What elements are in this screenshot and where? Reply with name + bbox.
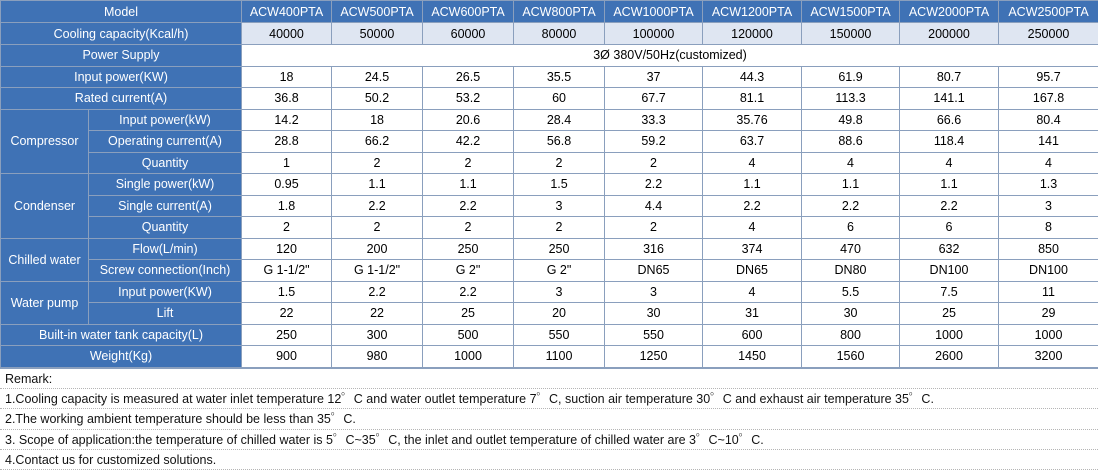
- table-cell: 1: [242, 152, 332, 174]
- table-cell: 33.3: [605, 109, 703, 131]
- table-cell: 1.8: [242, 195, 332, 217]
- table-cell: G 1-1/2": [242, 260, 332, 282]
- table-cell: 470: [802, 238, 900, 260]
- capacity-cell: 100000: [605, 23, 703, 45]
- model-cell: ACW400PTA: [242, 1, 332, 23]
- table-cell: 850: [999, 238, 1098, 260]
- table-cell: 61.9: [802, 66, 900, 88]
- table-cell: 7.5: [900, 281, 999, 303]
- table-cell: 1450: [703, 346, 802, 368]
- capacity-cell: 200000: [900, 23, 999, 45]
- row-label: Input power(KW): [89, 281, 242, 303]
- rated-current-row: [1, 88, 1098, 110]
- table-cell: 8: [999, 217, 1098, 239]
- water-tank-row: [1, 324, 1098, 346]
- table-cell: 11: [999, 281, 1098, 303]
- table-cell: 66.2: [332, 131, 423, 153]
- condenser-single-current-row: [1, 195, 1098, 217]
- water-pump-lift-row: [1, 303, 1098, 325]
- table-cell: 18: [332, 109, 423, 131]
- table-cell: 63.7: [703, 131, 802, 153]
- table-cell: 1.1: [423, 174, 514, 196]
- table-cell: 28.8: [242, 131, 332, 153]
- table-cell: G 2": [514, 260, 605, 282]
- table-cell: 2: [423, 217, 514, 239]
- remarks-section: [0, 368, 1098, 471]
- table-cell: 25: [423, 303, 514, 325]
- row-label: Operating current(A): [89, 131, 242, 153]
- table-cell: 2600: [900, 346, 999, 368]
- table-cell: 22: [242, 303, 332, 325]
- table-cell: 66.6: [900, 109, 999, 131]
- table-cell: 374: [703, 238, 802, 260]
- table-cell: 4: [703, 281, 802, 303]
- table-cell: 1000: [999, 324, 1098, 346]
- table-cell: 1.1: [802, 174, 900, 196]
- capacity-cell: 150000: [802, 23, 900, 45]
- table-cell: 2.2: [605, 174, 703, 196]
- table-cell: 3: [999, 195, 1098, 217]
- table-cell: 3: [514, 281, 605, 303]
- table-cell: 600: [703, 324, 802, 346]
- table-cell: 2: [605, 152, 703, 174]
- table-cell: 1.1: [900, 174, 999, 196]
- model-cell: ACW600PTA: [423, 1, 514, 23]
- table-cell: 4: [900, 152, 999, 174]
- table-cell: 900: [242, 346, 332, 368]
- table-cell: 36.8: [242, 88, 332, 110]
- table-cell: 2: [423, 152, 514, 174]
- table-cell: 4: [802, 152, 900, 174]
- condenser-quantity-row: [1, 217, 1098, 239]
- input-power-label: Input power(KW): [1, 66, 242, 88]
- table-cell: 1560: [802, 346, 900, 368]
- table-cell: 120: [242, 238, 332, 260]
- table-cell: 20: [514, 303, 605, 325]
- model-header: Model: [1, 1, 242, 23]
- table-cell: 316: [605, 238, 703, 260]
- table-cell: 2: [514, 217, 605, 239]
- water-tank-label: Built-in water tank capacity(L): [1, 324, 242, 346]
- table-cell: 35.76: [703, 109, 802, 131]
- remark-line: 2.The working ambient temperature should be less than 35゜C.: [0, 409, 1098, 429]
- table-cell: 1.1: [703, 174, 802, 196]
- model-cell: ACW2500PTA: [999, 1, 1098, 23]
- water-pump-group-label: Water pump: [1, 281, 89, 324]
- table-cell: 56.8: [514, 131, 605, 153]
- row-label: Single current(A): [89, 195, 242, 217]
- remark-line: 1.Cooling capacity is measured at water inlet temperature 12゜C and water outlet temperature 7゜C, suction air temperature 30゜C and exhaust air temperature 35゜C.: [0, 389, 1098, 409]
- model-row: [1, 1, 1098, 23]
- chilled-water-group-label: Chilled water: [1, 238, 89, 281]
- table-cell: 2.2: [423, 195, 514, 217]
- table-cell: 4: [999, 152, 1098, 174]
- table-cell: 25: [900, 303, 999, 325]
- table-cell: 22: [332, 303, 423, 325]
- table-cell: 250: [423, 238, 514, 260]
- table-cell: 1.1: [332, 174, 423, 196]
- table-cell: 2.2: [332, 195, 423, 217]
- table-cell: 3: [514, 195, 605, 217]
- table-cell: 44.3: [703, 66, 802, 88]
- model-cell: ACW500PTA: [332, 1, 423, 23]
- table-cell: 113.3: [802, 88, 900, 110]
- table-cell: 2: [332, 152, 423, 174]
- table-cell: 31: [703, 303, 802, 325]
- capacity-cell: 80000: [514, 23, 605, 45]
- table-cell: 29: [999, 303, 1098, 325]
- table-cell: 1100: [514, 346, 605, 368]
- table-cell: 118.4: [900, 131, 999, 153]
- table-cell: 20.6: [423, 109, 514, 131]
- row-label: Quantity: [89, 217, 242, 239]
- table-cell: 80.4: [999, 109, 1098, 131]
- table-cell: 60: [514, 88, 605, 110]
- table-cell: DN100: [999, 260, 1098, 282]
- table-cell: G 1-1/2": [332, 260, 423, 282]
- table-cell: 2.2: [802, 195, 900, 217]
- compressor-group-label: Compressor: [1, 109, 89, 174]
- weight-row: [1, 346, 1098, 368]
- table-cell: 35.5: [514, 66, 605, 88]
- table-cell: 3200: [999, 346, 1098, 368]
- table-cell: 550: [605, 324, 703, 346]
- table-cell: 53.2: [423, 88, 514, 110]
- table-cell: 4: [703, 217, 802, 239]
- table-cell: DN65: [703, 260, 802, 282]
- row-label: Screw connection(Inch): [89, 260, 242, 282]
- table-cell: 141.1: [900, 88, 999, 110]
- table-cell: 167.8: [999, 88, 1098, 110]
- compressor-input-power-row: [1, 109, 1098, 131]
- table-cell: 18: [242, 66, 332, 88]
- remark-line: 3. Scope of application:the temperature of chilled water is 5゜C~35゜C, the inlet and outlet temperature of chilled water are 3゜C~10゜C.: [0, 430, 1098, 450]
- remark-line: 4.Contact us for customized solutions.: [0, 450, 1098, 470]
- water-pump-input-power-row: [1, 281, 1098, 303]
- table-cell: 2: [242, 217, 332, 239]
- table-cell: 5.5: [802, 281, 900, 303]
- table-cell: 50.2: [332, 88, 423, 110]
- table-cell: 980: [332, 346, 423, 368]
- table-cell: 500: [423, 324, 514, 346]
- power-supply-label: Power Supply: [1, 45, 242, 67]
- weight-label: Weight(Kg): [1, 346, 242, 368]
- power-supply-value: 3Ø 380V/50Hz(customized): [242, 45, 1098, 67]
- compressor-quantity-row: [1, 152, 1098, 174]
- table-cell: 0.95: [242, 174, 332, 196]
- table-cell: 80.7: [900, 66, 999, 88]
- table-cell: 800: [802, 324, 900, 346]
- table-cell: 6: [802, 217, 900, 239]
- capacity-cell: 120000: [703, 23, 802, 45]
- table-cell: 200: [332, 238, 423, 260]
- table-cell: 28.4: [514, 109, 605, 131]
- capacity-cell: 50000: [332, 23, 423, 45]
- condenser-group-label: Condenser: [1, 174, 89, 239]
- capacity-row: [1, 23, 1098, 45]
- capacity-cell: 40000: [242, 23, 332, 45]
- table-cell: 81.1: [703, 88, 802, 110]
- table-cell: 49.8: [802, 109, 900, 131]
- table-cell: DN80: [802, 260, 900, 282]
- table-cell: 632: [900, 238, 999, 260]
- model-cell: ACW1200PTA: [703, 1, 802, 23]
- condenser-single-power-row: [1, 174, 1098, 196]
- table-cell: DN65: [605, 260, 703, 282]
- table-cell: 2: [605, 217, 703, 239]
- table-cell: 2.2: [332, 281, 423, 303]
- chilled-water-connection-row: [1, 260, 1098, 282]
- row-label: Input power(kW): [89, 109, 242, 131]
- table-cell: 2.2: [423, 281, 514, 303]
- table-cell: 30: [605, 303, 703, 325]
- table-cell: 1250: [605, 346, 703, 368]
- table-cell: 24.5: [332, 66, 423, 88]
- table-cell: 2.2: [703, 195, 802, 217]
- table-cell: 1.5: [242, 281, 332, 303]
- power-supply-row: [1, 45, 1098, 67]
- row-label: Flow(L/min): [89, 238, 242, 260]
- table-cell: 42.2: [423, 131, 514, 153]
- model-cell: ACW2000PTA: [900, 1, 999, 23]
- table-cell: 1000: [423, 346, 514, 368]
- table-cell: DN100: [900, 260, 999, 282]
- rated-current-label: Rated current(A): [1, 88, 242, 110]
- table-cell: 4.4: [605, 195, 703, 217]
- table-cell: 37: [605, 66, 703, 88]
- row-label: Lift: [89, 303, 242, 325]
- table-cell: 1.3: [999, 174, 1098, 196]
- table-cell: 6: [900, 217, 999, 239]
- table-cell: 30: [802, 303, 900, 325]
- row-label: Single power(kW): [89, 174, 242, 196]
- table-cell: 14.2: [242, 109, 332, 131]
- input-power-row: [1, 66, 1098, 88]
- table-cell: 250: [242, 324, 332, 346]
- model-cell: ACW800PTA: [514, 1, 605, 23]
- table-cell: 2.2: [900, 195, 999, 217]
- table-cell: 3: [605, 281, 703, 303]
- table-cell: 250: [514, 238, 605, 260]
- capacity-cell: 60000: [423, 23, 514, 45]
- table-cell: 26.5: [423, 66, 514, 88]
- table-cell: 1000: [900, 324, 999, 346]
- remarks-title: Remark:: [0, 369, 1098, 389]
- capacity-cell: 250000: [999, 23, 1098, 45]
- capacity-header: Cooling capacity(Kcal/h): [1, 23, 242, 45]
- table-cell: 550: [514, 324, 605, 346]
- table-cell: 95.7: [999, 66, 1098, 88]
- compressor-operating-current-row: [1, 131, 1098, 153]
- table-cell: 59.2: [605, 131, 703, 153]
- table-cell: 88.6: [802, 131, 900, 153]
- model-cell: ACW1000PTA: [605, 1, 703, 23]
- table-cell: 2: [514, 152, 605, 174]
- table-cell: 2: [332, 217, 423, 239]
- table-cell: 4: [703, 152, 802, 174]
- table-cell: 141: [999, 131, 1098, 153]
- chilled-water-flow-row: [1, 238, 1098, 260]
- table-cell: 300: [332, 324, 423, 346]
- table-cell: 67.7: [605, 88, 703, 110]
- table-cell: 1.5: [514, 174, 605, 196]
- table-cell: G 2": [423, 260, 514, 282]
- row-label: Quantity: [89, 152, 242, 174]
- model-cell: ACW1500PTA: [802, 1, 900, 23]
